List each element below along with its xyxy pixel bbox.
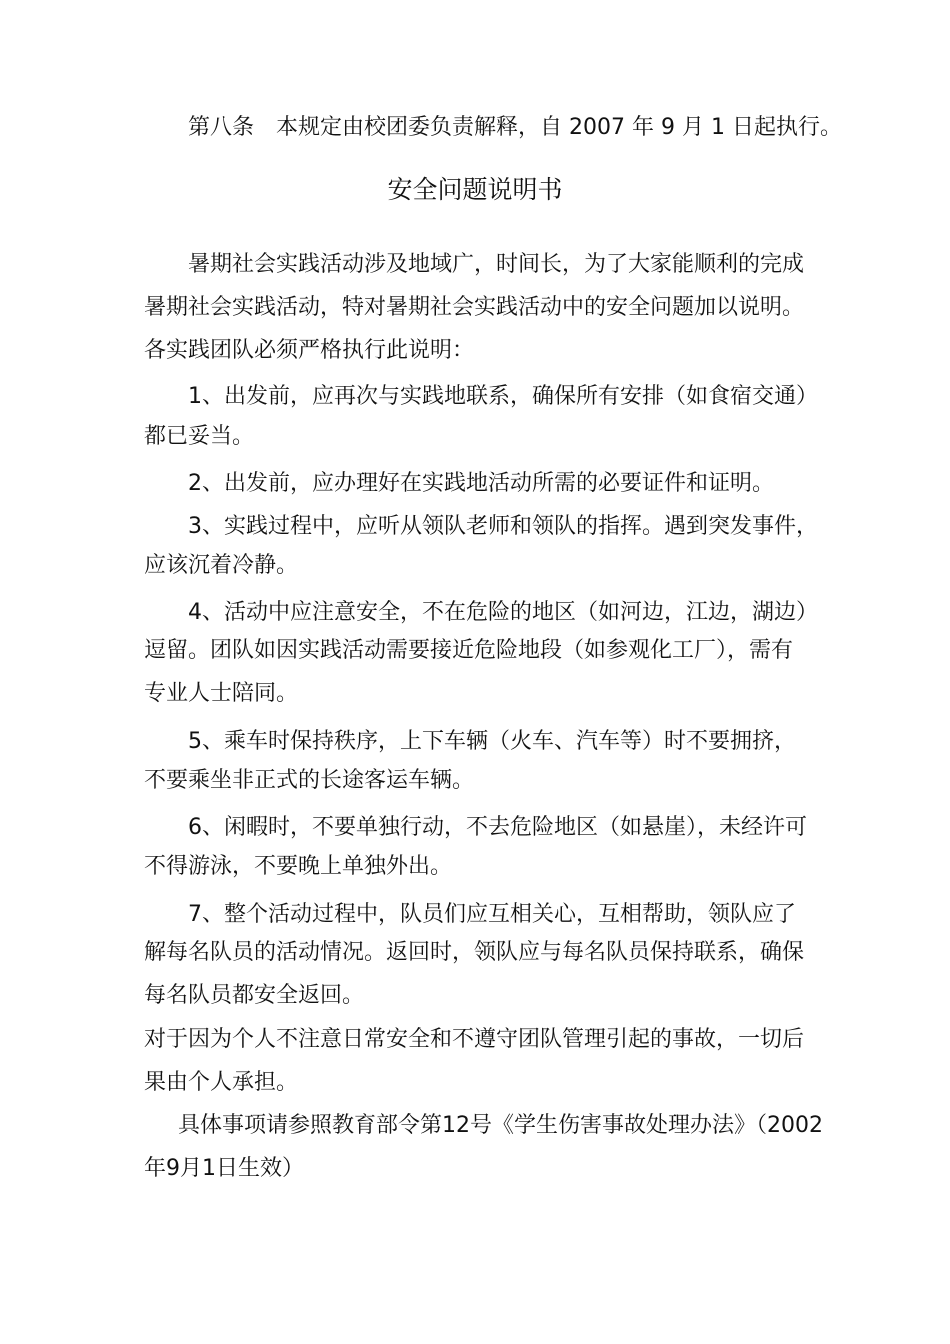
item-4-line-1: 4、活动中应注意安全，不在危险的地区（如河边，江边，湖边） (188, 600, 818, 625)
item-3-line-1: 3、实践过程中，应听从领队老师和领队的指挥。遇到突发事件， (188, 514, 818, 539)
intro-line-2: 暑期社会实践活动，特对暑期社会实践活动中的安全问题加以说明。 (144, 295, 805, 320)
item-3-line-2: 应该沉着冷静。 (144, 553, 299, 578)
reference-line-2: 年9月1日生效） (144, 1156, 304, 1181)
item-1-line-2: 都已妥当。 (144, 424, 255, 449)
item-7-line-1: 7、整个活动过程中，队员们应互相关心，互相帮助，领队应了 (188, 902, 796, 927)
item-1-line-1: 1、出发前，应再次与实践地联系，确保所有安排（如食宿交通） (188, 384, 818, 409)
liability-line-2: 果由个人承担。 (144, 1070, 299, 1095)
liability-line-1: 对于因为个人不注意日常安全和不遵守团队管理引起的事故，一切后 (144, 1027, 805, 1052)
document-title: 安全问题说明书 (387, 175, 563, 204)
item-4-line-2: 逗留。团队如因实践活动需要接近危险地段（如参观化工厂），需有 (144, 638, 794, 663)
item-6-line-2: 不得游泳，不要晚上单独外出。 (144, 854, 453, 879)
item-5-line-2: 不要乘坐非正式的长途客运车辆。 (144, 768, 475, 793)
reference-line-1: 具体事项请参照教育部令第12号《学生伤害事故处理办法》（2002 (178, 1113, 823, 1138)
item-7-line-2: 解每名队员的活动情况。返回时，领队应与每名队员保持联系，确保 (144, 940, 805, 965)
item-6-line-1: 6、闲暇时，不要单独行动，不去危险地区（如悬崖），未经许可 (188, 815, 807, 840)
intro-line-3: 各实践团队必须严格执行此说明： (144, 338, 475, 363)
item-4-line-3: 专业人士陪同。 (144, 681, 299, 706)
article-8-clause: 第八条 本规定由校团委负责解释，自 2007 年 9 月 1 日起执行。 (188, 115, 842, 140)
intro-line-1: 暑期社会实践活动涉及地域广，时间长，为了大家能顺利的完成 (188, 252, 805, 277)
item-5-line-1: 5、乘车时保持秩序，上下车辆（火车、汽车等）时不要拥挤， (188, 729, 796, 754)
item-7-line-3: 每名队员都安全返回。 (144, 983, 365, 1008)
item-2-line-1: 2、出发前，应办理好在实践地活动所需的必要证件和证明。 (188, 471, 774, 496)
